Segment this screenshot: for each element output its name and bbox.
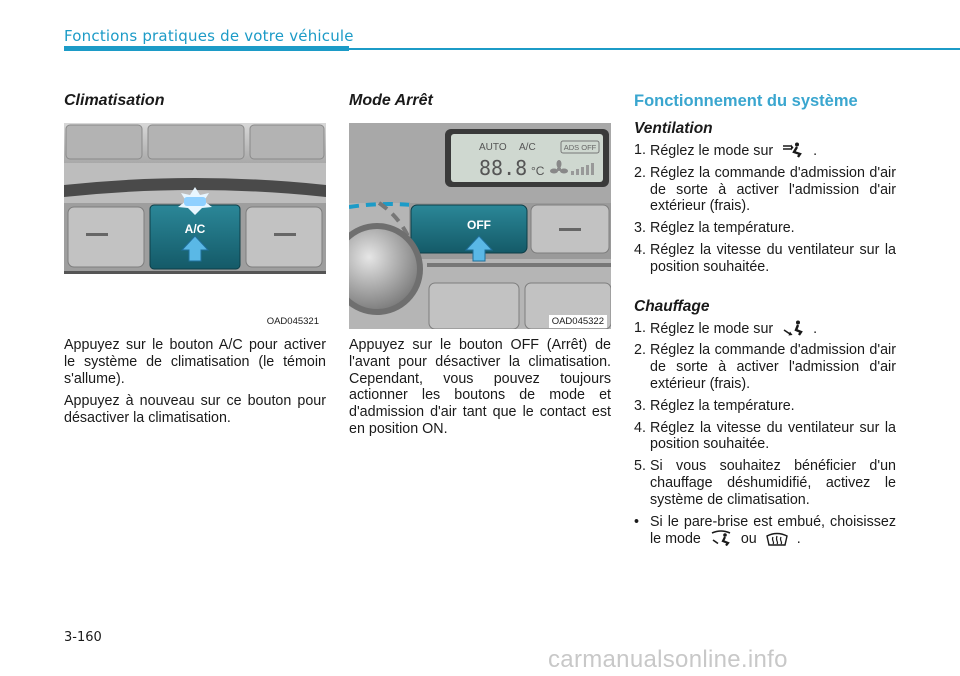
column-mode-arret <box>349 92 611 438</box>
face-vent-mode-icon <box>781 142 805 158</box>
list-item <box>634 514 896 549</box>
header-rule <box>349 48 960 50</box>
step-number: 3. <box>634 397 646 414</box>
chauffage-steps <box>634 320 896 549</box>
step-text: Réglez la température. <box>650 220 795 237</box>
step-text: . <box>796 531 801 548</box>
step-text: ou <box>740 531 757 548</box>
climatisation-heading: Climatisation <box>64 92 165 109</box>
floor-mode-icon <box>781 320 805 336</box>
step-text: Réglez la commande d'admission d'air de sorte à activer l'admission d'air extérieur (frais). <box>650 342 896 392</box>
step-text: Réglez la commande d'admission d'air de sorte à activer l'admission d'air extérieur (frais). <box>650 164 896 215</box>
step-text: Réglez le mode sur <box>650 143 774 159</box>
display-temperature: 88.8 <box>479 156 528 180</box>
ac-button-label: A/C <box>184 222 206 236</box>
list-item <box>634 398 896 415</box>
step-text: Réglez le mode sur <box>650 320 774 337</box>
step-text: . <box>813 143 818 159</box>
ventilation-steps <box>634 142 896 276</box>
defrost-mode-icon <box>765 530 789 546</box>
figure-code: OAD045322 <box>549 315 607 328</box>
off-button-label: OFF <box>467 218 491 232</box>
figure-code: OAD045321 <box>264 315 322 328</box>
paragraph: Appuyez à nouveau sur ce bouton pour désactiver la climatisation. <box>64 393 326 427</box>
step-text: Si vous souhaitez bénéficier d'un chauffage déshumidifié, activez le système de climatisation. <box>650 458 896 508</box>
ac-panel-illustration <box>64 123 326 329</box>
list-item <box>634 142 896 160</box>
list-item <box>634 220 896 237</box>
list-item <box>634 458 896 508</box>
watermark: carmanualsonline.info <box>548 646 788 673</box>
step-number: 4. <box>634 419 646 436</box>
step-number: 2. <box>634 164 646 181</box>
step-number: 5. <box>634 458 646 475</box>
paragraph: Appuyez sur le bouton OFF (Arrêt) de l'avant pour désactiver la climatisation. Cependant, vous pouvez toujours actionner les boutons de mode et d'admission d'air tant que le contact est en position ON. <box>349 337 611 437</box>
step-text: Réglez la vitesse du ventilateur sur la position souhaitée. <box>650 241 896 275</box>
mode-arret-heading: Mode Arrêt <box>349 92 433 109</box>
paragraph: Appuyez sur le bouton A/C pour activer le système de climatisation (le témoin s'allume). <box>64 337 326 387</box>
step-text: Réglez la vitesse du ventilateur sur la position souhaitée. <box>650 419 896 453</box>
list-item <box>634 420 896 454</box>
floor-defrost-mode-icon <box>709 530 733 546</box>
step-number: 4. <box>634 241 646 258</box>
step-text: . <box>813 320 818 337</box>
list-item <box>634 320 896 338</box>
section-header-title: Fonctions pratiques de votre véhicule <box>64 27 354 45</box>
display-unit: °C <box>531 164 545 178</box>
header-accent-bar <box>64 46 349 51</box>
step-text: Si le pare-brise est embué, choisissez le mode <box>650 513 896 548</box>
display-auto: AUTO <box>479 142 507 153</box>
column-fonctionnement <box>634 92 896 553</box>
column-climatisation <box>64 92 326 427</box>
figure-off-button <box>349 123 611 329</box>
step-number: 2. <box>634 342 646 359</box>
ventilation-title: Ventilation <box>634 120 713 137</box>
figure-ac-button <box>64 123 326 329</box>
page-number: 3-160 <box>64 630 102 645</box>
display-ac: A/C <box>519 142 536 153</box>
step-number: 1. <box>634 142 646 158</box>
step-number: 1. <box>634 319 646 336</box>
list-item <box>634 342 896 392</box>
bullet-mark: • <box>634 513 640 530</box>
list-item <box>634 242 896 276</box>
chauffage-title: Chauffage <box>634 297 710 315</box>
list-item <box>634 165 896 215</box>
off-panel-illustration <box>349 123 611 329</box>
step-text: Réglez la température. <box>650 397 795 414</box>
fonctionnement-heading: Fonctionnement du système <box>634 92 858 110</box>
display-ads-off: ADS OFF <box>563 143 597 152</box>
step-number: 3. <box>634 220 646 237</box>
